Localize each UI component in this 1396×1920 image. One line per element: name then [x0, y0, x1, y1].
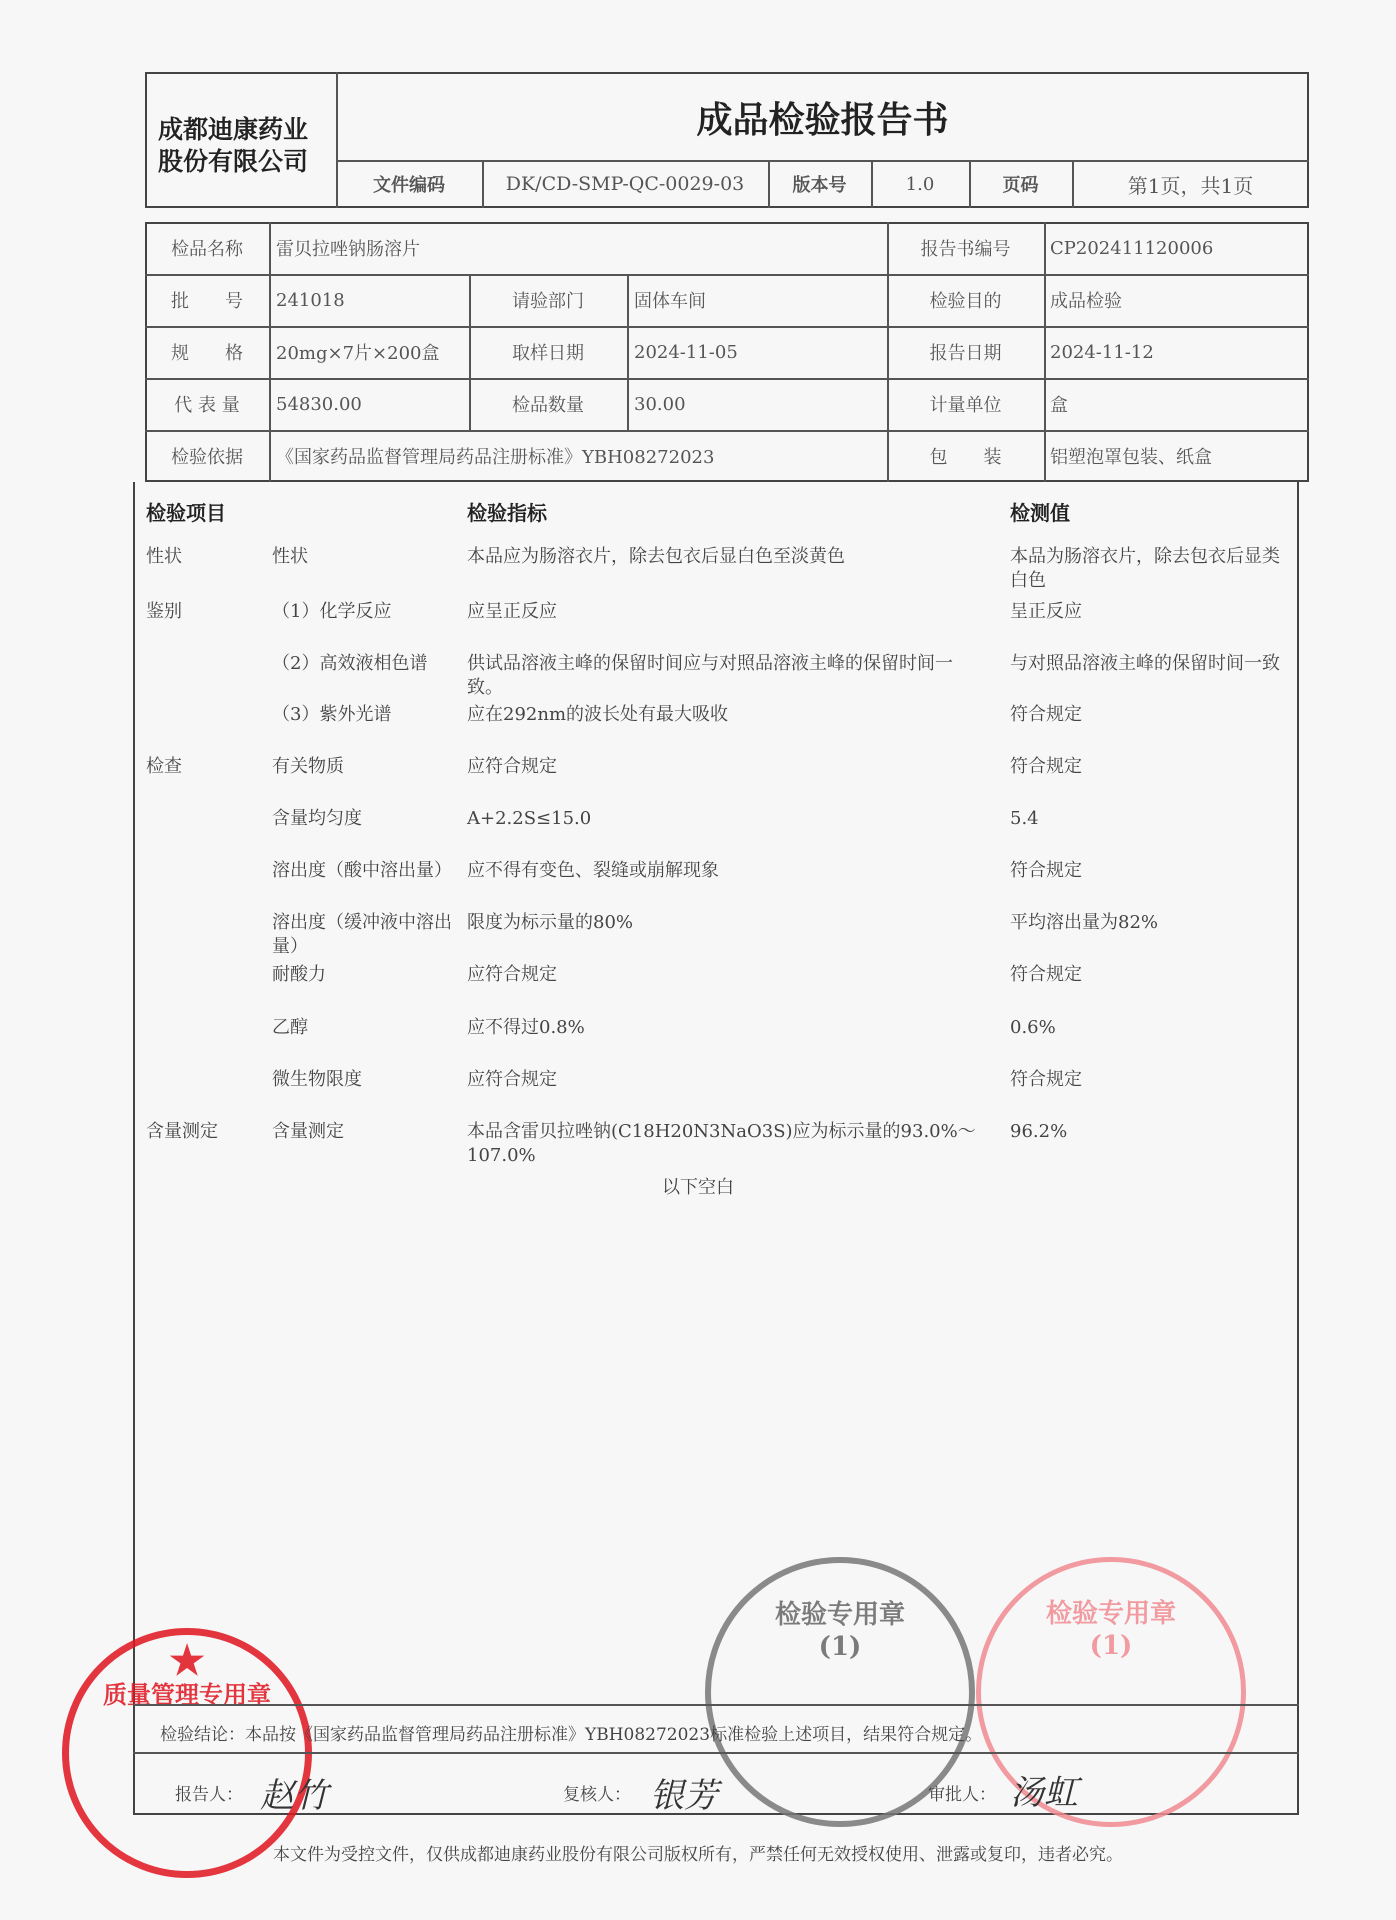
- item-spec: A+2.2S≤15.0: [467, 808, 592, 829]
- col-header-result: 检测值: [1010, 501, 1070, 525]
- page-title: 成品检验报告书: [696, 99, 949, 141]
- item-item: 含量均匀度: [272, 808, 362, 829]
- dept-label: 请验部门: [512, 291, 584, 312]
- purpose: 成品检验: [1050, 291, 1122, 312]
- product-name: 雷贝拉唑钠肠溶片: [276, 239, 420, 260]
- page-label: 页码: [1002, 175, 1039, 196]
- report-no-label: 报告书编号: [920, 239, 1011, 260]
- company-name-line2: 股份有限公司: [158, 147, 309, 176]
- page-number: 第1页，共1页: [1127, 173, 1254, 198]
- item-item: 含量测定: [272, 1121, 344, 1142]
- item-spec: 应呈正反应: [467, 601, 557, 622]
- item-spec: 应符合规定: [467, 756, 557, 777]
- unit-label: 计量单位: [929, 395, 1002, 416]
- sample-date-label: 取样日期: [512, 343, 584, 364]
- item-spec: 应在292nm的波长处有最大吸收: [467, 704, 729, 725]
- item-spec: 应不得过0.8%: [467, 1017, 585, 1038]
- inspection-seal-stamp-gray: 检验专用章 (1): [705, 1557, 975, 1827]
- item-result: 平均溶出量为82%: [1010, 912, 1159, 933]
- item-item: 性状: [272, 546, 308, 567]
- item-result: 5.4: [1010, 808, 1039, 829]
- col-header-spec: 检验指标: [467, 501, 547, 525]
- batch: 241018: [276, 289, 345, 311]
- company-name-line1: 成都迪康药业: [158, 115, 309, 144]
- doc-code: DK/CD-SMP-QC-0029-03: [505, 173, 745, 195]
- item-cat: 检查: [146, 756, 182, 777]
- item-result: 与对照品溶液主峰的保留时间一致: [1010, 653, 1280, 674]
- item-spec: 应符合规定: [467, 1069, 557, 1090]
- item-result: 0.6%: [1010, 1017, 1056, 1038]
- doc-code-label: 文件编码: [373, 175, 445, 196]
- item-spec: 本品含雷贝拉唑钠(C18H20N3NaO3S)应为标示量的93.0%～107.0%: [467, 1121, 976, 1166]
- item-result: 呈正反应: [1010, 601, 1082, 622]
- divider: [1044, 222, 1046, 482]
- unit: 盒: [1050, 395, 1068, 416]
- item-item: （3）紫外光谱: [272, 704, 392, 725]
- dept: 固体车间: [634, 291, 706, 312]
- sample-qty: 30.00: [634, 393, 686, 415]
- item-item: 乙醇: [272, 1017, 308, 1038]
- quantity-label: 代 表 量: [174, 395, 240, 416]
- col-header-item: 检验项目: [146, 501, 226, 525]
- basis: 《国家药品监督管理局药品注册标准》YBH08272023: [276, 447, 715, 468]
- item-item: 微生物限度: [272, 1069, 362, 1090]
- item-item: （1）化学反应: [272, 601, 392, 622]
- divider: [133, 1704, 1299, 1706]
- report-no: CP202411120006: [1050, 237, 1214, 259]
- item-result: 符合规定: [1010, 1069, 1082, 1090]
- version-label: 版本号: [792, 175, 847, 196]
- item-result: 符合规定: [1010, 964, 1082, 985]
- item-item: （2）高效液相色谱: [272, 653, 428, 674]
- spec-label: 规 格: [171, 343, 243, 364]
- quantity: 54830.00: [276, 393, 362, 415]
- reporter-signature: 赵竹: [260, 1776, 328, 1816]
- conclusion: 检验结论：本品按《国家药品监督管理局药品注册标准》YBH08272023标准检验上述项目，结果符合规定。: [160, 1725, 983, 1745]
- item-item: 溶出度（缓冲液中溶出量）: [272, 912, 452, 957]
- footer-note: 本文件为受控文件，仅供成都迪康药业股份有限公司版权所有，严禁任何无效授权使用、泄露或复印，违者必究。: [273, 1845, 1123, 1865]
- item-spec: 供试品溶液主峰的保留时间应与对照品溶液主峰的保留时间一致。: [467, 653, 953, 698]
- item-item: 耐酸力: [272, 964, 326, 985]
- item-spec: 应符合规定: [467, 964, 557, 985]
- item-item: 有关物质: [272, 756, 344, 777]
- item-cat: 鉴别: [146, 601, 182, 622]
- divider: [269, 222, 271, 482]
- reviewer-label: 复核人：: [563, 1785, 631, 1805]
- spec: 20mg×7片×200盒: [276, 343, 440, 364]
- item-result: 本品为肠溶衣片，除去包衣后显类白色: [1010, 546, 1280, 591]
- package: 铝塑泡罩包装、纸盒: [1050, 447, 1212, 468]
- sample-date: 2024-11-05: [634, 341, 738, 363]
- purpose-label: 检验目的: [929, 291, 1002, 312]
- version: 1.0: [905, 173, 935, 195]
- batch-label: 批 号: [171, 291, 243, 312]
- item-spec: 应不得有变色、裂缝或崩解现象: [467, 860, 719, 881]
- reviewer-signature: 银芳: [650, 1776, 718, 1816]
- item-item: 溶出度（酸中溶出量）: [272, 860, 452, 881]
- blank-note: 以下空白: [662, 1177, 734, 1198]
- divider: [627, 274, 629, 430]
- product-name-label: 检品名称: [171, 239, 243, 260]
- star-icon: ★: [169, 1637, 205, 1684]
- item-cat: 含量测定: [146, 1121, 218, 1142]
- reporter-label: 报告人：: [175, 1785, 243, 1805]
- approver-signature: 汤虹: [1010, 1773, 1078, 1813]
- report-date-label: 报告日期: [929, 343, 1002, 364]
- item-spec: 限度为标示量的80%: [467, 912, 634, 933]
- item-result: 96.2%: [1010, 1121, 1068, 1142]
- divider: [133, 1752, 1299, 1754]
- item-result: 符合规定: [1010, 756, 1082, 777]
- item-result: 符合规定: [1010, 860, 1082, 881]
- inspection-seal-stamp-red: 检验专用章 (1): [976, 1557, 1246, 1827]
- approver-label: 审批人：: [928, 1785, 996, 1805]
- item-spec: 本品应为肠溶衣片，除去包衣后显白色至淡黄色: [467, 546, 845, 567]
- basis-label: 检验依据: [171, 447, 243, 468]
- report-date: 2024-11-12: [1050, 341, 1154, 363]
- sample-qty-label: 检品数量: [512, 395, 584, 416]
- package-label: 包 装: [929, 447, 1002, 468]
- item-cat: 性状: [146, 546, 182, 567]
- item-result: 符合规定: [1010, 704, 1082, 725]
- quality-seal-stamp: ★ 质量管理专用章: [62, 1628, 312, 1878]
